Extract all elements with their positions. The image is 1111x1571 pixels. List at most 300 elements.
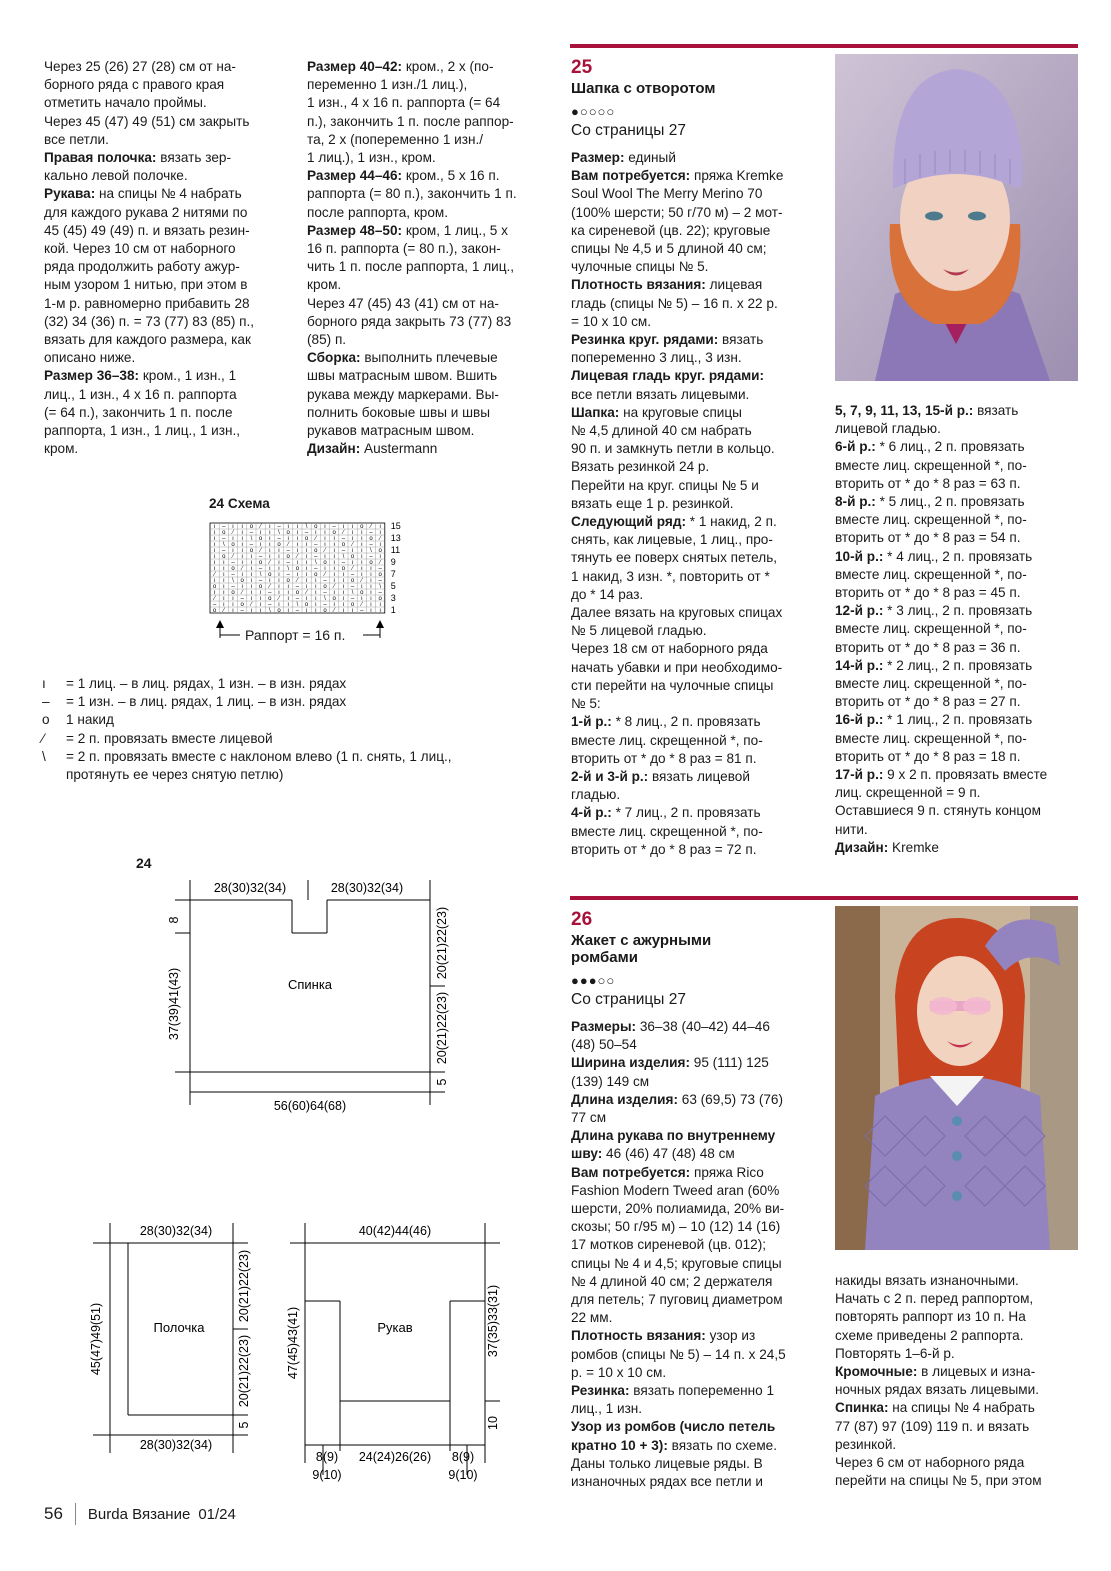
chart-cell: ı xyxy=(259,530,262,537)
chart-cell: ⁄ xyxy=(269,560,271,567)
chart-cell: ı xyxy=(241,554,244,561)
chart-cell: ı xyxy=(351,608,354,615)
paragraph: 4-й р.: * 7 лиц., 2 п. провязать вместе лиц. скрещенной *, по- вторить от * до * 8 раз = 72 п. xyxy=(571,805,763,857)
chart-cell: \ xyxy=(250,536,253,543)
chart-cell: ı xyxy=(241,572,244,579)
chart-cell: – xyxy=(378,566,382,573)
chart-cell: – xyxy=(268,602,272,609)
chart-cell: ⁄ xyxy=(333,584,335,591)
chart-cell: o xyxy=(323,608,327,615)
chart-cell: ı xyxy=(342,578,345,585)
chart-cell: ı xyxy=(296,542,299,549)
chart-cell: ⁄ xyxy=(379,560,381,567)
rapport-label: Раппорт = 16 п. xyxy=(245,627,346,643)
chart-cell: ı xyxy=(360,572,363,579)
rukav-b4: 9(10) xyxy=(312,1468,342,1482)
chart-cell: o xyxy=(231,566,235,573)
chart-cell: ı xyxy=(222,596,225,603)
chart-cell: – xyxy=(240,608,244,615)
polochka-right-bottom: 20(21)22(23) xyxy=(237,1334,251,1408)
chart-cell: o xyxy=(258,536,263,543)
spinka-left: 37(39)41(43) xyxy=(167,967,181,1041)
legend-item xyxy=(42,675,522,693)
chart-cell: o xyxy=(378,548,382,555)
polochka-right-top: 20(21)22(23) xyxy=(237,1249,251,1323)
chart-cell: – xyxy=(314,542,318,549)
chart-cell: ⁄ xyxy=(306,590,308,597)
chart-cell: ı xyxy=(333,566,336,573)
paragraph: 8-й р.: * 5 лиц., 2 п. провязать вместе лиц. скрещенной *, по- вторить от * до * 8 раз = 54 п. xyxy=(835,494,1027,546)
chart-row-number: 3 xyxy=(390,593,396,603)
issue: 01/24 xyxy=(198,1505,236,1523)
paragraph: Следующий ряд: * 1 накид, 2 п. снять, как лицевые, 1 лиц., про- тянуть ее поверх снятых петель, 1 накид, 3 изн. *, повторить от * до * 14 раз. Далее вязать на круговых спицах № 5 лицевой гладью. Через 18 см от наборного ряда начать убавки и при необходимо- сти перейти на чулочные спицы № 5: xyxy=(571,514,783,712)
paragraph: Размер 44–46: кром., 5 х 16 п. раппорта (= 80 п.), закончить 1 п. после раппорта, кром. xyxy=(307,168,517,220)
chart-cell: ı xyxy=(250,554,253,561)
chart-cell: – xyxy=(258,578,263,585)
chart-cell: ı xyxy=(222,602,225,609)
spinka-top-left: 28(30)32(34) xyxy=(213,881,287,895)
paragraph: накиды вязать изнаночными. Начать с 2 п. перед раппортом, повторять раппорт из 10 п. На схеме приведены 2 раппорта. Повторять 1–6-й р. xyxy=(835,1273,1034,1361)
text-column-2 xyxy=(307,58,557,458)
paragraph: 6-й р.: * 6 лиц., 2 п. провязать вместе лиц. скрещенной *, по- вторить от * до * 8 раз = 63 п. xyxy=(835,439,1027,491)
chart-cell: ı xyxy=(314,602,317,609)
chart-cell: ⁄ xyxy=(232,554,234,561)
pattern-label: 24 xyxy=(136,855,152,871)
chart-cell: o xyxy=(369,536,373,543)
section25-text xyxy=(571,149,823,859)
chart-cell: ı xyxy=(324,554,326,561)
chart-cell: ı xyxy=(287,524,290,531)
chart-cell: o xyxy=(314,548,318,555)
chart-cell: ı xyxy=(268,536,271,543)
chart-cell: – xyxy=(295,608,300,615)
chart-cell: ı xyxy=(370,566,372,573)
chart-cell: ı xyxy=(351,530,354,537)
spinka-rib: 5 xyxy=(435,1078,449,1086)
chart-cell: ı xyxy=(287,536,290,543)
paragraph: Сборка: выполнить плечевые швы матрасным швом. Вшить рукава между маркерами. Вы- полнить боковые швы и швы рукавов матрасным швом. xyxy=(307,350,499,439)
chart-cell: \ xyxy=(351,590,354,597)
chart-cell: ı xyxy=(296,536,299,543)
chart-cell: – xyxy=(360,608,364,615)
chart-cell: ⁄ xyxy=(269,584,271,591)
chart-cell: ı xyxy=(259,602,262,609)
paragraph: 16-й р.: * 1 лиц., 2 п. провязать вместе лиц. скрещенной *, по- вторить от * до * 8 раз = 18 п. xyxy=(835,712,1033,764)
chart-cell: \ xyxy=(278,530,280,537)
chart-cell: ⁄ xyxy=(324,548,326,555)
chart-cell: ı xyxy=(314,596,317,603)
legend-text: = 1 изн. – в лиц. рядах, 1 лиц. – в изн. рядах xyxy=(66,694,347,710)
chart-cell: o xyxy=(341,542,346,549)
chart-cell: ı xyxy=(250,590,253,597)
section-number: 25 xyxy=(571,57,593,78)
paragraph: Размер 48–50: кром, 1 лиц., 5 х 16 п. раппорта (= 80 п.), закон- чить 1 п. после раппорта, 1 лиц., кром. Через 47 (45) 43 (41) см от на- борного ряда закрыть 73 (77) 83 (85) п. xyxy=(307,222,515,348)
chart-cell: ı xyxy=(333,590,336,597)
chart-row-number: 15 xyxy=(390,521,401,531)
chart-cell: o xyxy=(212,584,217,591)
chart-cell: ı xyxy=(360,530,363,537)
chart-cell: \ xyxy=(259,572,262,579)
chart-cell: ı xyxy=(287,596,290,603)
chart-cell: ı xyxy=(268,554,271,561)
paragraph: 17-й р.: 9 х 2 п. провязать вместе лиц. скрещенной = 9 п. Оставшиеся 9 п. стянуть концом нити. xyxy=(835,767,1048,837)
chart-cell: ⁄ xyxy=(241,566,243,573)
chart-cell: – xyxy=(341,548,346,555)
chart-cell: ı xyxy=(259,590,262,597)
chart-cell: – xyxy=(212,602,217,609)
chart-cell: ı xyxy=(278,584,280,591)
legend-symbol: ı xyxy=(42,676,46,691)
chart-cell: ı xyxy=(268,566,271,573)
legend-item xyxy=(42,730,522,748)
chart-cell: ı xyxy=(259,608,262,615)
chart-cell: o xyxy=(332,596,336,603)
paragraph: 12-й р.: * 3 лиц., 2 п. провязать вместе лиц. скрещенной *, по- вторить от * до * 8 раз = 36 п. xyxy=(835,603,1033,655)
hat-photo xyxy=(835,54,1078,381)
chart-cell: ⁄ xyxy=(223,608,225,615)
chart-cell: \ xyxy=(342,554,345,561)
spinka-bottom: 56(60)64(68) xyxy=(273,1099,347,1113)
from-page: Со страницы 27 xyxy=(571,991,686,1008)
chart-cell: ı xyxy=(314,590,317,597)
paragraph: Кромочные: в лицевых и изна- ночных рядах вязать лицевыми. xyxy=(835,1364,1039,1398)
chart-cell: \ xyxy=(314,560,317,567)
chart-cell: o xyxy=(240,578,244,585)
chart-cell: – xyxy=(350,572,355,579)
paragraph: Через 25 (26) 27 (28) см от на- борного ряда с правого края отметить начало проймы. Через 45 (47) 49 (51) см закрыть все петли. xyxy=(44,59,250,147)
chart-cell: – xyxy=(222,536,226,543)
chart-cell: ı xyxy=(278,572,280,579)
chart-cell: ı xyxy=(268,578,271,585)
chart-cell: ı xyxy=(360,548,363,555)
chart-cell: o xyxy=(231,590,235,597)
chart-cell: \ xyxy=(324,596,326,603)
paragraph: Длина изделия: 63 (69,5) 73 (76) 77 см xyxy=(571,1091,784,1126)
chart-cell: ⁄ xyxy=(379,536,381,543)
chart-cell: ⁄ xyxy=(352,542,354,549)
paragraph: Дизайн: Kremke xyxy=(835,839,939,855)
spinka-neck: 8 xyxy=(167,916,181,924)
chart-cell: ı xyxy=(268,548,271,555)
page-number: 56 xyxy=(44,1504,63,1523)
chart-cell: ı xyxy=(351,560,354,567)
chart-cell: o xyxy=(212,608,217,615)
chart-cell: o xyxy=(295,590,300,597)
chart-cell: o xyxy=(286,530,290,537)
chart-cell: ı xyxy=(314,584,317,591)
paragraph: Узор из ромбов (число петель кратно 10 + 3): вязать по схеме. Даны только лицевые ряды. В изнаночных рядах все петли и xyxy=(571,1419,778,1490)
paragraph: 2-й и 3-й р.: вязать лицевой гладью. xyxy=(571,768,750,803)
chart-cell: ı xyxy=(278,554,280,561)
chart-cell: ı xyxy=(370,578,372,585)
chart-cell: – xyxy=(341,536,346,543)
paragraph: 14-й р.: * 2 лиц., 2 п. провязать вместе лиц. скрещенной *, по- вторить от * до * 8 раз = 27 п. xyxy=(835,657,1033,710)
chart-cell: o xyxy=(360,524,364,531)
legend-text: = 2 п. провязать вместе лицевой xyxy=(66,730,273,746)
chart-cell: ı xyxy=(324,536,326,543)
chart-cell: ı xyxy=(314,530,317,537)
section25-text-continued xyxy=(835,402,1083,857)
paragraph: Размер: единый xyxy=(571,150,676,165)
paragraph: Лицевая гладь круг. рядами: все петли вязать лицевыми. xyxy=(571,368,765,402)
chart-legend xyxy=(42,675,522,784)
chart-cell: ı xyxy=(213,566,216,573)
section-number: 26 xyxy=(571,909,593,930)
chart-cell: – xyxy=(231,572,235,579)
chart-cell: ⁄ xyxy=(278,596,280,603)
chart-cell: – xyxy=(231,560,235,567)
chart-cell: ı xyxy=(324,524,326,531)
chart-cell: ı xyxy=(222,584,225,591)
paragraph: Шапка: на круговые спицы № 4,5 длиной 40 см набрать 90 п. и замкнуть петли в кольцо. Вязать резинкой 24 р. Перейти на круг. спицы № 5 и вязать еще 1 р. резинкой. xyxy=(571,404,775,511)
spinka-right-bottom: 20(21)22(23) xyxy=(435,991,449,1065)
chart-cell: \ xyxy=(287,566,290,573)
pattern-polochka xyxy=(88,1213,258,1463)
chart-cell: ı xyxy=(333,554,336,561)
legend-item xyxy=(42,748,522,784)
paragraph: Правая полочка: вязать зер- кально левой полочке. xyxy=(44,150,231,184)
chart-cell: ⁄ xyxy=(287,542,289,549)
chart-cell: ı xyxy=(370,590,372,597)
rukav-right: 37(35)33(31) xyxy=(486,1284,500,1358)
chart-cell: ı xyxy=(370,572,372,579)
paragraph: Спинка: на спицы № 4 набрать 77 (87) 97 (109) 119 п. и вязать резинкой. Через 6 см от наборного ряда перейти на спицы № 5, при этом xyxy=(835,1400,1042,1489)
knitting-chart xyxy=(205,518,425,643)
chart-row-number: 7 xyxy=(390,569,396,579)
legend-symbol: ⁄ xyxy=(42,730,45,746)
chart-cell: ı xyxy=(360,566,363,573)
polochka-top: 28(30)32(34) xyxy=(139,1224,213,1238)
chart-cell: ⁄ xyxy=(296,578,298,585)
chart-cell: ı xyxy=(360,584,363,591)
arrow-icon xyxy=(216,620,224,628)
chart-cell: ı xyxy=(324,530,326,537)
chart-row-number: 5 xyxy=(390,581,396,591)
chart-cell: \ xyxy=(370,548,372,555)
paragraph: Плотность вязания: лицевая гладь (спицы № 5) – 16 п. х 22 р. = 10 х 10 см. xyxy=(571,277,778,329)
chart-cell: – xyxy=(369,542,373,549)
chart-cell: ı xyxy=(241,542,244,549)
chart-cell: – xyxy=(378,578,382,585)
paragraph: Вам потребуется: пряжа Kremke Soul Wool The Merry Merino 70 (100% шерсти; 50 г/70 м) – 2 мот- ка сиреневой (цв. 22); круговые спицы № 4,5 и 5 длиной 40 см; чулочные спицы № 5. xyxy=(571,168,784,275)
chart-cell: ı xyxy=(333,578,336,585)
chart-cell: ı xyxy=(342,596,345,603)
chart-cell: ı xyxy=(222,590,225,597)
chart-cell: ⁄ xyxy=(241,590,243,597)
chart-row-number: 9 xyxy=(390,557,396,567)
chart-cell: – xyxy=(222,548,226,555)
chart-cell: ı xyxy=(278,560,280,567)
chart-grid xyxy=(210,523,385,614)
chart-cell: – xyxy=(231,584,235,591)
chart-cell: o xyxy=(304,602,309,609)
paragraph: Рукава: на спицы № 4 набрать для каждого рукава 2 нитями по 45 (45) 49 (49) п. и вязать резин- кой. Через 10 см от наборного ряда продолжить работу ажур- ным узором 1 нитью, при этом в 1-м р. равномерно прибавить 28 (32) 34 (36) п. = 73 (77) 83 (85) п., вязать для каждого размера, как описано ниже. xyxy=(44,186,255,366)
chart-cell: ı xyxy=(213,542,216,549)
chart-cell: – xyxy=(323,578,327,585)
chart-cell: o xyxy=(332,530,336,537)
paragraph: Размеры: 36–38 (40–42) 44–46 (48) 50–54 xyxy=(571,1019,770,1053)
chart-cell: ı xyxy=(333,560,336,567)
rukav-name: Рукав xyxy=(377,1320,413,1335)
chart-cell: ı xyxy=(296,572,299,579)
chart-cell: ı xyxy=(351,536,354,543)
chart-cell: ı xyxy=(268,542,271,549)
chart-cell: ı xyxy=(241,548,244,555)
chart-cell: ı xyxy=(250,578,253,585)
chart-cell: ı xyxy=(268,524,271,531)
rukav-left: 47(45)43(41) xyxy=(286,1306,300,1380)
chart-cell: ı xyxy=(250,584,253,591)
page-footer xyxy=(44,1503,236,1525)
chart-cell: – xyxy=(240,596,244,603)
chart-cell: ı xyxy=(360,596,363,603)
chart-cell: ı xyxy=(213,548,216,555)
chart-cell: – xyxy=(286,572,290,579)
chart-cell: ı xyxy=(305,554,308,561)
legend-text: 1 накид xyxy=(66,712,114,728)
chart-cell: o xyxy=(258,584,263,591)
chart-cell: o xyxy=(258,560,263,567)
chart-cell: ı xyxy=(379,542,382,549)
chart-cell: ı xyxy=(287,608,290,615)
chart-cell: ı xyxy=(296,548,299,555)
paragraph: Резинка: вязать попеременно 1 лиц., 1 изн. xyxy=(571,1383,775,1417)
chart-cell: o xyxy=(249,524,254,531)
section-rule xyxy=(570,44,1078,48)
chart-cell: ⁄ xyxy=(260,524,262,531)
chart-cell: ı xyxy=(296,530,299,537)
chart-cell: ı xyxy=(333,536,336,543)
chart-cell: ı xyxy=(250,560,253,567)
chart-cell: ı xyxy=(241,530,244,537)
spinka-right-top: 20(21)22(23) xyxy=(435,906,449,980)
chart-cell: ı xyxy=(324,566,326,573)
chart-cell: ı xyxy=(324,542,326,549)
chart-cell: ı xyxy=(305,548,308,555)
pattern-rukav xyxy=(285,1213,510,1488)
chart-cell: ı xyxy=(213,554,216,561)
section-title: Шапка с отворотом xyxy=(571,80,716,97)
chart-cell: ı xyxy=(360,542,363,549)
chart-cell: ı xyxy=(241,536,244,543)
chart-cell: ⁄ xyxy=(214,572,216,579)
chart-cell: ı xyxy=(305,584,308,591)
chart-cell: ı xyxy=(342,584,345,591)
chart-cell: o xyxy=(222,554,226,561)
chart-cell: ı xyxy=(360,560,363,567)
chart-cell: ı xyxy=(222,578,225,585)
chart-cell: \ xyxy=(296,602,299,609)
chart-row-number: 13 xyxy=(390,533,401,543)
chart-cell: ı xyxy=(333,602,336,609)
chart-cell: ı xyxy=(250,596,253,603)
chart-cell: o xyxy=(277,608,281,615)
rukav-rib: 10 xyxy=(486,1416,500,1430)
chart-cell: o xyxy=(314,524,318,531)
chart-cell: o xyxy=(295,566,300,573)
chart-cell: ı xyxy=(379,602,382,609)
chart-cell: ı xyxy=(222,560,225,567)
chart-cell: \ xyxy=(379,584,382,591)
chart-cell: ı xyxy=(250,572,253,579)
chart-cell: ı xyxy=(232,596,234,603)
legend-symbol: o xyxy=(42,712,50,728)
legend-text: = 2 п. провязать вместе с наклоном влево (1 п. снять, 1 лиц., протянуть ее через снятую петлю) xyxy=(66,748,452,783)
chart-cell: – xyxy=(295,584,300,591)
section26-text-continued xyxy=(835,1272,1083,1490)
text-column-1 xyxy=(44,58,294,458)
chart-cell: o xyxy=(286,578,290,585)
chart-cell: ⁄ xyxy=(342,530,344,537)
chart-cell: ı xyxy=(379,524,382,531)
chart-cell: – xyxy=(268,590,272,597)
chart-cell: ı xyxy=(305,566,308,573)
chart-cell: ı xyxy=(305,578,308,585)
chart-cell: ı xyxy=(333,548,336,555)
paragraph: Резинка круг. рядами: вязать попеременно 3 лиц., 3 изн. xyxy=(571,332,764,366)
chart-cell: o xyxy=(277,542,281,549)
chart-cell: ı xyxy=(222,572,225,579)
chart-cell: – xyxy=(286,548,290,555)
chart-cell: – xyxy=(258,554,263,561)
rukav-b3: 8(9) xyxy=(451,1450,475,1464)
chart-cell: ı xyxy=(232,602,234,609)
chart-cell: ı xyxy=(213,536,216,543)
chart-cell: ı xyxy=(342,608,345,615)
polochka-name: Полочка xyxy=(153,1320,205,1335)
spinka-top-right: 28(30)32(34) xyxy=(330,881,404,895)
chart-cell: – xyxy=(323,590,327,597)
chart-cell: ı xyxy=(213,524,216,531)
chart-cell: ı xyxy=(351,524,354,531)
chart-cell: ı xyxy=(314,608,317,615)
chart-cell: o xyxy=(268,596,272,603)
paragraph: Вам потребуется: пряжа Rico Fashion Modern Tweed aran (60% шерсти, 20% полиамида, 20% ви- скозы; 50 г/95 м) – 10 (12) 14 (16) 17 мотков сиреневой (цв. 012); спицы № 4 и 4,5; круговые спицы № 4 длиной 40 см; 2 держателя для петель; 7 пуговиц диаметром 22 мм. xyxy=(571,1164,785,1326)
chart-cell: – xyxy=(350,584,355,591)
chart-cell: o xyxy=(268,572,272,579)
rukav-b5: 9(10) xyxy=(448,1468,478,1482)
chart-cell: ⁄ xyxy=(370,524,372,531)
chart-cell: ı xyxy=(360,554,363,561)
chart-cell: ı xyxy=(379,608,382,615)
chart-cell: ı xyxy=(213,560,216,567)
chart-cell: ı xyxy=(259,542,262,549)
legend-text: = 1 лиц. – в лиц. рядах, 1 изн. – в изн. рядах xyxy=(66,676,347,691)
magazine-name: Burda Вязание xyxy=(87,1505,191,1523)
chart-cell: ı xyxy=(370,596,372,603)
chart-cell: o xyxy=(314,572,318,579)
chart-cell: ı xyxy=(370,584,372,591)
chart-cell: ⁄ xyxy=(232,530,234,537)
paragraph: Дизайн: Austermann xyxy=(307,441,438,457)
chart-cell: – xyxy=(249,542,254,549)
chart-cell: ı xyxy=(213,578,216,585)
chart-cell: – xyxy=(277,524,281,531)
rukav-top: 40(42)44(46) xyxy=(358,1224,432,1238)
chart-row-numbers xyxy=(391,521,401,615)
section-rule xyxy=(570,896,1078,900)
cardigan-photo xyxy=(835,906,1078,1250)
chart-cell: ı xyxy=(351,548,354,555)
chart-cell: ı xyxy=(370,608,372,615)
legend-item xyxy=(42,693,522,711)
chart-cell: – xyxy=(323,602,327,609)
chart-cell: ı xyxy=(259,596,262,603)
chart-cell: ı xyxy=(305,608,308,615)
chart-cell: ı xyxy=(296,524,299,531)
chart-cell: ı xyxy=(342,602,345,609)
chart-cell: – xyxy=(249,530,254,537)
